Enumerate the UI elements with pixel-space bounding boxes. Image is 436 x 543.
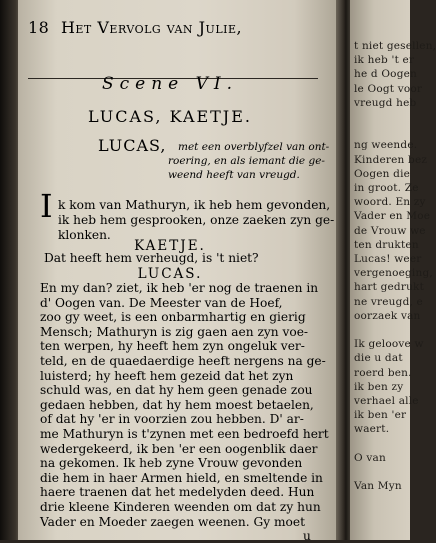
right-page-line: Lucas! weer: [354, 253, 422, 265]
right-page-line: waert.: [354, 423, 390, 436]
right-page-line: ne vreugd, e: [354, 295, 423, 308]
stage-direction-line: met een overblyfzel van ont-: [178, 141, 330, 153]
right-page-line: ik ben zy: [354, 380, 404, 393]
right-page-line: woord. En zy: [354, 196, 426, 209]
running-title: Het Vervolg van Julie,: [60, 18, 243, 37]
running-header: [28, 18, 242, 37]
text-line: wedergekeerd, ik ben 'er een oogenblik daer: [40, 441, 318, 456]
right-page-line: Kinderen bez: [354, 153, 428, 166]
right-page-line: t niet gesellen,: [354, 40, 436, 52]
characters-heading: LUCAS, KAETJE.: [88, 107, 252, 126]
page-number: 18: [28, 18, 50, 37]
right-page-line: he d Oogen: [354, 68, 418, 81]
right-page-line: Vader en Moe: [354, 210, 431, 223]
drop-cap: I: [40, 187, 53, 225]
right-page-line: Ik geloove w: [354, 338, 424, 351]
text-line: d' Oogen van. De Meester van de Hoef,: [40, 295, 283, 310]
right-page-line: ng weende.: [354, 139, 418, 152]
right-page-line: le Oogt voor: [354, 82, 423, 95]
text-line: ik heb hem gesprooken, onze zaeken zyn ge-: [58, 213, 335, 227]
right-page-line: vreugd heb: [354, 96, 417, 109]
text-line: of dat hy 'er in voorzien zou hebben. D' ar-: [40, 412, 304, 427]
text-line: teld, en de quaedaerdige heeft nergens na ge-: [40, 354, 326, 368]
text-line: me Mathuryn is t'zynen met een bedroefd hert: [40, 427, 329, 441]
text-line: schuld was, en dat hy hem geen genade zou: [40, 383, 313, 398]
right-page-line: roerd ben.: [354, 366, 412, 379]
speaker-lucas: LUCAS.: [137, 266, 203, 282]
text-line: En my dan? ziet, ik heb 'er nog de traenen in: [40, 281, 319, 295]
text-line: drie kleene Kinderen weenden om dat zy hun: [40, 500, 321, 514]
text-line: haere traenen dat het medelyden deed. Hun: [40, 485, 315, 500]
text-line: Dat heeft hem verheugd, is 't niet?: [44, 251, 259, 265]
text-line: k kom van Mathuryn, ik heb hem gevonden,: [58, 198, 331, 212]
right-page-line: ik heb 't er: [354, 54, 415, 67]
stage-direction-line: roering, en als iemant die ge-: [168, 155, 325, 167]
text-line: ten werpen, hy heeft hem zyn ongeluk ver-: [40, 339, 305, 354]
text-line: die hem in haer Armen hield, en smeltende in: [40, 470, 323, 485]
text-line: luisterd; hy heeft hem gezeid dat het zyn: [40, 368, 294, 383]
speaker-lucas-intro: LUCAS,: [98, 136, 167, 155]
right-page-line: oorzaek van: [354, 309, 421, 322]
text-line: klonken.: [58, 228, 111, 242]
text-line: zoo gy weet, is een onbarmhartig en gierig: [40, 310, 306, 325]
stage-direction-line: weend heeft van vreugd.: [168, 169, 300, 181]
right-page-line: de Vrouw we: [354, 224, 426, 237]
text-line: gedaen hebben, dat hy hem moest betaelen,: [40, 397, 314, 412]
text-line: na gekomen. Ik heb zyne Vrouw gevonden: [40, 456, 303, 471]
catchword: u: [303, 529, 311, 543]
text-line: Vader en Moeder zaegen weenen. Gy moet: [40, 514, 305, 529]
scene-title: Scene VI.: [101, 74, 239, 94]
right-page-line: ik ben 'er: [354, 409, 407, 422]
right-page-line: die u dat: [354, 352, 403, 365]
right-page-line: O van: [354, 451, 386, 464]
right-page-line: Oogen die: [354, 167, 411, 180]
right-page-line: hart gedrukt: [354, 281, 425, 294]
right-page-line: vergenoeging,: [354, 267, 433, 280]
right-page-line: verhael alle: [354, 395, 419, 407]
text-line: Mensch; Mathuryn is zig gaen aen zyn voe-: [40, 324, 309, 339]
speaker-kaetje: KAETJE.: [134, 238, 206, 254]
right-page-line: Van Myn: [354, 480, 402, 493]
right-page: [350, 0, 436, 540]
right-page-line: ten drukten: [354, 238, 419, 251]
right-page-line: in groot. Ze: [354, 182, 419, 194]
